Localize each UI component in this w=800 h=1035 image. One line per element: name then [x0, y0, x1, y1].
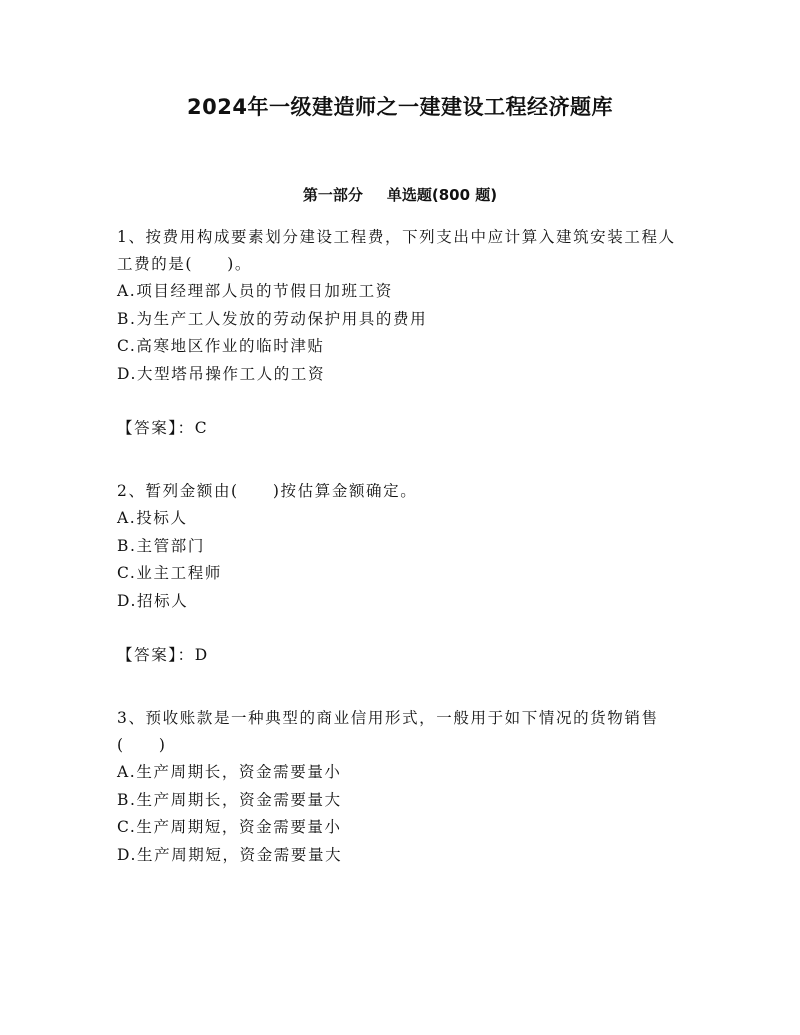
question-item	[117, 478, 687, 669]
option-a: A.投标人	[117, 509, 188, 527]
spacer	[117, 669, 687, 705]
answer-line: 【答案】：D	[117, 646, 209, 664]
question-stem: 3、预收账款是一种典型的商业信用形式，一般用于如下情况的货物销售( )	[117, 709, 659, 754]
option-b: B.主管部门	[117, 536, 205, 555]
section-part-label: 第一部分	[302, 186, 363, 204]
option-b: B.为生产工人发放的劳动保护用具的费用	[117, 309, 428, 328]
question-item	[117, 224, 687, 442]
option-d: D.招标人	[117, 591, 189, 610]
option-c: C.高寒地区作业的临时津贴	[117, 337, 325, 355]
question-stem: 2、暂列金额由( )按估算金额确定。	[117, 482, 418, 500]
spacer	[117, 442, 687, 478]
option-a: A.生产周期长，资金需要量小	[117, 763, 342, 781]
option-d: D.大型塔吊操作工人的工资	[117, 364, 326, 383]
option-c: C.业主工程师	[117, 564, 222, 582]
answer-line: 【答案】：C	[117, 419, 209, 437]
option-a: A.项目经理部人员的节假日加班工资	[117, 282, 393, 300]
question-item	[117, 705, 687, 869]
option-d: D.生产周期短，资金需要量大	[117, 845, 343, 864]
section-heading	[0, 183, 800, 207]
question-list	[117, 224, 687, 869]
document-title: 2024年一级建造师之一建建设工程经济题库	[187, 95, 613, 119]
question-stem: 1、按费用构成要素划分建设工程费，下列支出中应计算入建筑安装工程人工费的是( )。	[117, 228, 676, 273]
section-name-label: 单选题(800 题)	[386, 186, 498, 204]
option-c: C.生产周期短，资金需要量小	[117, 818, 342, 836]
option-b: B.生产周期长，资金需要量大	[117, 790, 342, 809]
